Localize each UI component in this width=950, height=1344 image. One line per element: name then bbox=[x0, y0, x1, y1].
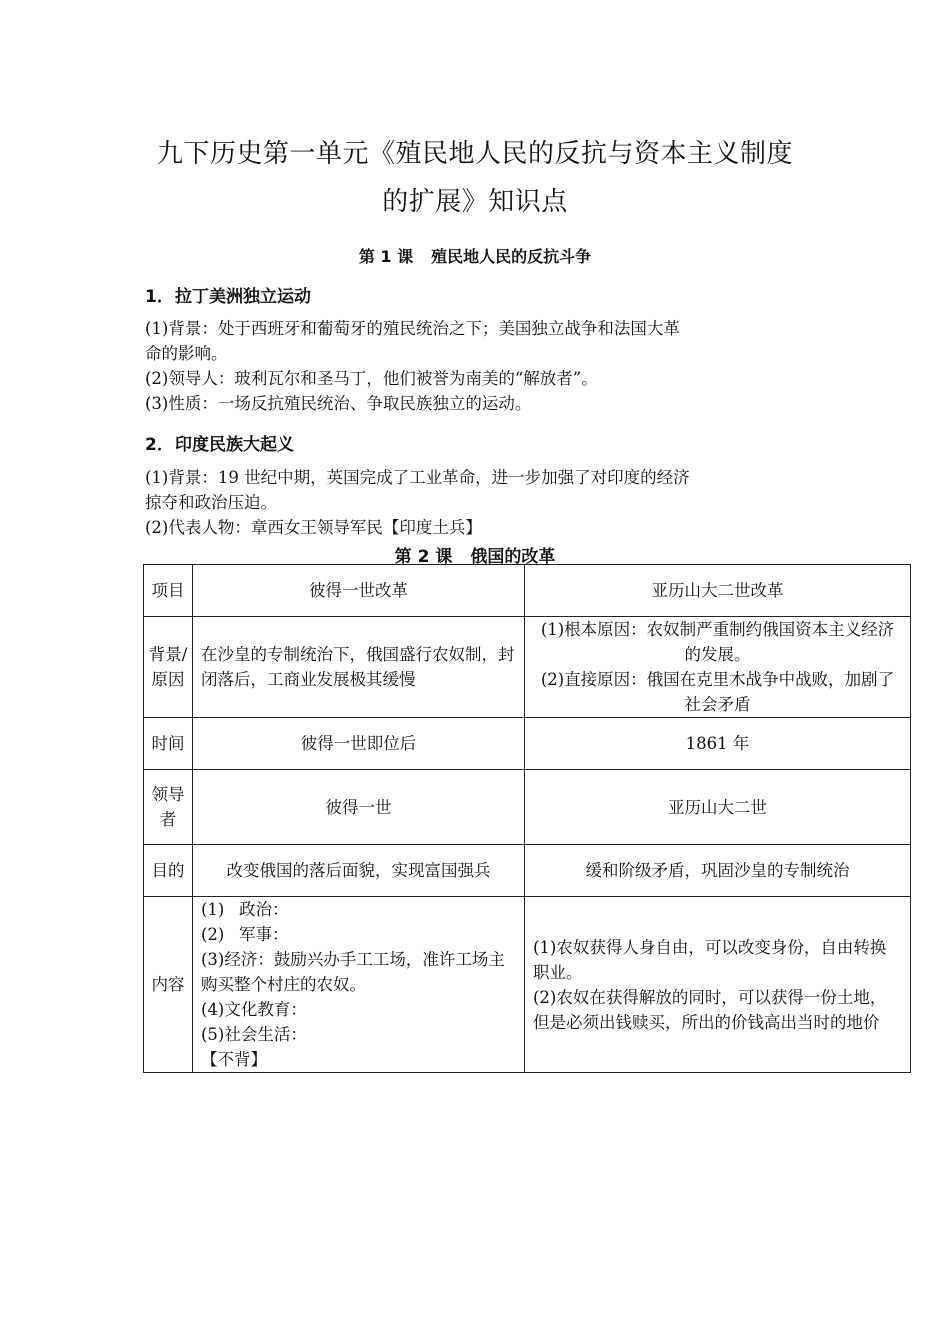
background-alexander-line: (2)直接原因：俄国在克里木战争中战败，加剧了社会矛盾 bbox=[540, 670, 895, 714]
background-alexander-cell bbox=[525, 617, 911, 718]
content-alexander-line: (2)农奴在获得解放的同时，可以获得一份土地，但是必须出钱赎买，所出的价钱高出当时的地价 bbox=[533, 987, 887, 1032]
lesson1-heading bbox=[0, 244, 950, 267]
section2-heading bbox=[145, 430, 294, 455]
content-peter-line: (3)经济：鼓励兴办手工工场，准许工场主购买整个村庄的农奴。 bbox=[201, 950, 505, 994]
content-alexander-cell bbox=[525, 897, 911, 1073]
leader-alexander-cell: 亚历山大二世 bbox=[525, 770, 911, 845]
header-item-cell: 项目 bbox=[144, 565, 193, 617]
content-peter-line: (5)社会生活： bbox=[201, 1025, 307, 1044]
content-peter-text: 政治： bbox=[239, 900, 289, 919]
time-alexander-cell: 1861 年 bbox=[525, 718, 911, 770]
table-row bbox=[144, 565, 911, 617]
section2-line: (2)代表人物：章西女王领导军民【印度土兵】 bbox=[145, 518, 482, 537]
content-item-cell: 内容 bbox=[144, 897, 193, 1073]
section2-line: 掠夺和政治压迫。 bbox=[145, 493, 277, 512]
section2-body bbox=[145, 465, 815, 540]
content-peter-marker: (2) bbox=[201, 925, 225, 944]
content-peter-line bbox=[201, 922, 516, 947]
purpose-peter-cell: 改变俄国的落后面貌，实现富国强兵 bbox=[193, 845, 525, 897]
section1-number: 1． bbox=[145, 287, 174, 307]
purpose-alexander-cell: 缓和阶级矛盾，巩固沙皇的专制统治 bbox=[525, 845, 911, 897]
content-peter-line: 【不背】 bbox=[201, 1050, 267, 1069]
leader-item-cell: 领导者 bbox=[144, 770, 193, 845]
section1-title: 拉丁美洲独立运动 bbox=[175, 287, 311, 307]
purpose-item-cell: 目的 bbox=[144, 845, 193, 897]
section1-line: (1)背景：处于西班牙和葡萄牙的殖民统治之下；美国独立战争和法国大革 bbox=[145, 319, 680, 338]
content-peter-marker: (1) bbox=[201, 900, 225, 919]
time-item-cell: 时间 bbox=[144, 718, 193, 770]
section2-title: 印度民族大起义 bbox=[175, 435, 294, 455]
section1-line: 命的影响。 bbox=[145, 344, 228, 363]
table-row bbox=[144, 845, 911, 897]
background-peter-cell: 在沙皇的专制统治下，俄国盛行农奴制，封闭落后，工商业发展极其缓慢 bbox=[193, 617, 525, 718]
section2-number: 2． bbox=[145, 435, 174, 455]
section1-body bbox=[145, 316, 815, 416]
table-row bbox=[144, 897, 911, 1073]
content-alexander-line: (1)农奴获得人身自由，可以改变身份，自由转换职业。 bbox=[533, 937, 887, 982]
lesson2-title: 俄国的改革 bbox=[470, 547, 556, 567]
document-title-line1: 九下历史第一单元《殖民地人民的反抗与资本主义制度 bbox=[156, 139, 793, 169]
table-row bbox=[144, 617, 911, 718]
leader-peter-cell: 彼得一世 bbox=[193, 770, 525, 845]
reform-comparison-table bbox=[143, 564, 911, 1073]
lesson2-number: 第 2 课 bbox=[394, 547, 453, 567]
content-peter-line bbox=[201, 897, 516, 922]
content-peter-cell bbox=[193, 897, 525, 1073]
table-row bbox=[144, 718, 911, 770]
lesson1-number: 第 1 课 bbox=[358, 247, 414, 266]
section2-line: (1)背景：19 世纪中期，英国完成了工业革命，进一步加强了对印度的经济 bbox=[145, 468, 690, 487]
background-alexander-line: (1)根本原因：农奴制严重制约俄国资本主义经济的发展。 bbox=[540, 620, 895, 664]
header-peter-cell: 彼得一世改革 bbox=[193, 565, 525, 617]
header-alexander-cell: 亚历山大二世改革 bbox=[525, 565, 911, 617]
time-peter-cell: 彼得一世即位后 bbox=[193, 718, 525, 770]
document-title-line2: 的扩展》知识点 bbox=[382, 187, 568, 217]
table-row bbox=[144, 770, 911, 845]
background-item-cell: 背景/原因 bbox=[144, 617, 193, 718]
lesson1-title: 殖民地人民的反抗斗争 bbox=[431, 247, 592, 266]
section1-line: (2)领导人：玻利瓦尔和圣马丁，他们被誉为南美的“解放者”。 bbox=[145, 369, 598, 388]
section1-line: (3)性质：一场反抗殖民统治、争取民族独立的运动。 bbox=[145, 394, 532, 413]
content-peter-text: 军事： bbox=[239, 925, 289, 944]
section1-heading bbox=[145, 282, 311, 307]
content-peter-line: (4)文化教育： bbox=[201, 1000, 307, 1019]
